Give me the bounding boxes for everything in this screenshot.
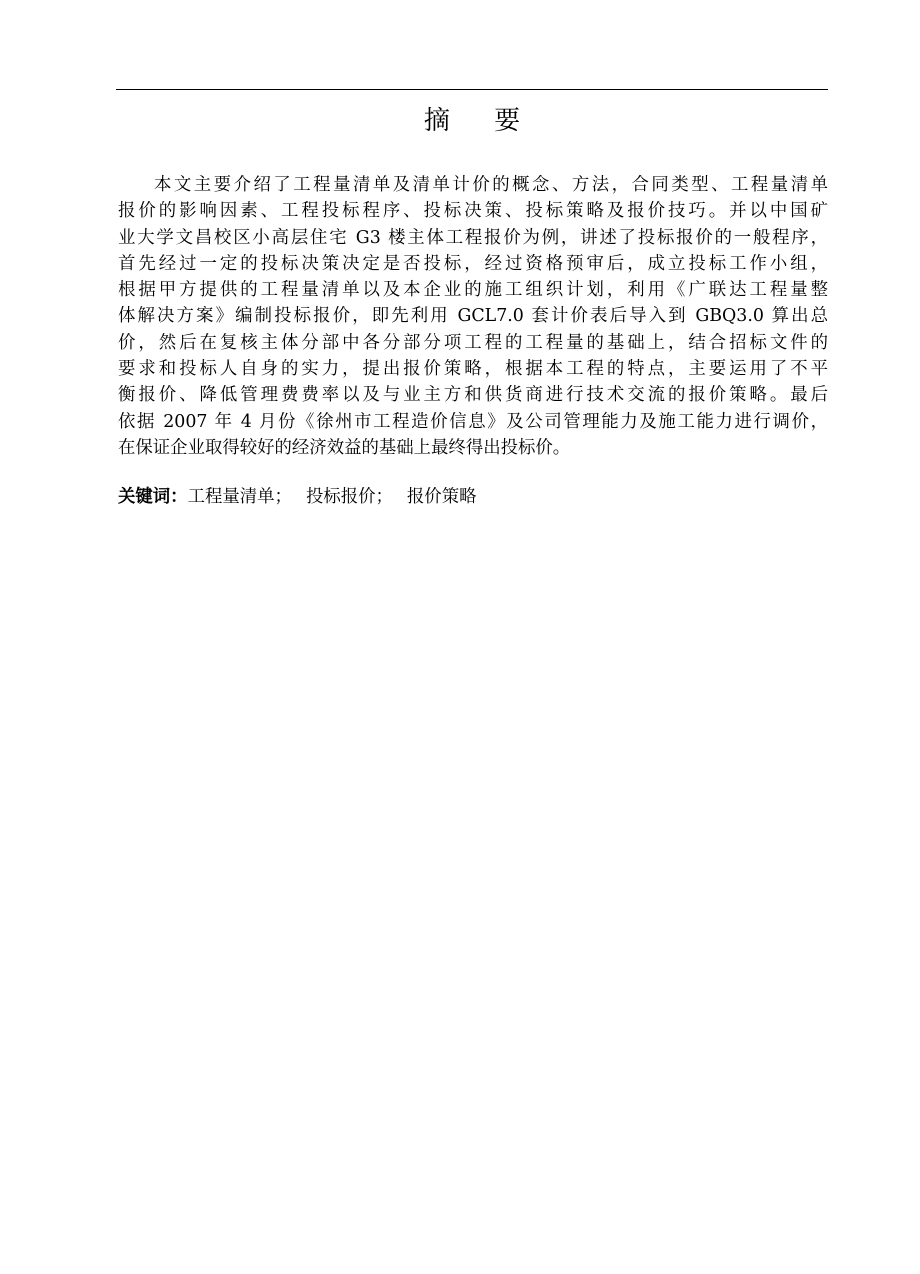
keyword-item: 工程量清单； (187, 487, 292, 507)
abstract-line: 依据 2007 年 4 月份《徐州市工程造价信息》及公司管理能力及施工能力进行调价， (118, 411, 828, 432)
abstract-line: 根据甲方提供的工程量清单以及本企业的施工组织计划，利用《广联达工程量整 (118, 280, 828, 301)
abstract-line: 首先经过一定的投标决策决定是否投标，经过资格预审后，成立投标工作小组， (118, 253, 828, 274)
keyword-item: 报价策略 (406, 487, 477, 507)
abstract-line: 衡报价、降低管理费费率以及与业主方和供货商进行技术交流的报价策略。最后 (118, 385, 828, 406)
keywords-label: 关键词： (118, 487, 188, 507)
page-title: 摘 要 (423, 106, 539, 136)
keyword-item: 投标报价； (305, 487, 393, 507)
abstract-line: 要求和投标人自身的实力，提出报价策略，根据本工程的特点，主要运用了不平 (118, 359, 828, 380)
abstract-line: 本文主要介绍了工程量清单及清单计价的概念、方法，合同类型、工程量清单 (154, 175, 828, 195)
abstract-body (118, 172, 828, 461)
abstract-line: 在保证企业取得较好的经济效益的基础上最终得出投标价。 (118, 437, 571, 458)
abstract-line: 价，然后在复核主体分部中各分部分项工程的工程量的基础上，结合招标文件的 (118, 332, 828, 353)
header-rule (116, 89, 828, 90)
keywords-line (118, 484, 828, 510)
abstract-line: 报价的影响因素、工程投标程序、投标决策、投标策略及报价技巧。并以中国矿 (118, 201, 828, 222)
abstract-line: 业大学文昌校区小高层住宅 G3 楼主体工程报价为例，讲述了投标报价的一般程序， (118, 227, 828, 248)
abstract-line: 体解决方案》编制投标报价，即先利用 GCL7.0 套计价表后导入到 GBQ3.0 算出总 (118, 306, 828, 327)
